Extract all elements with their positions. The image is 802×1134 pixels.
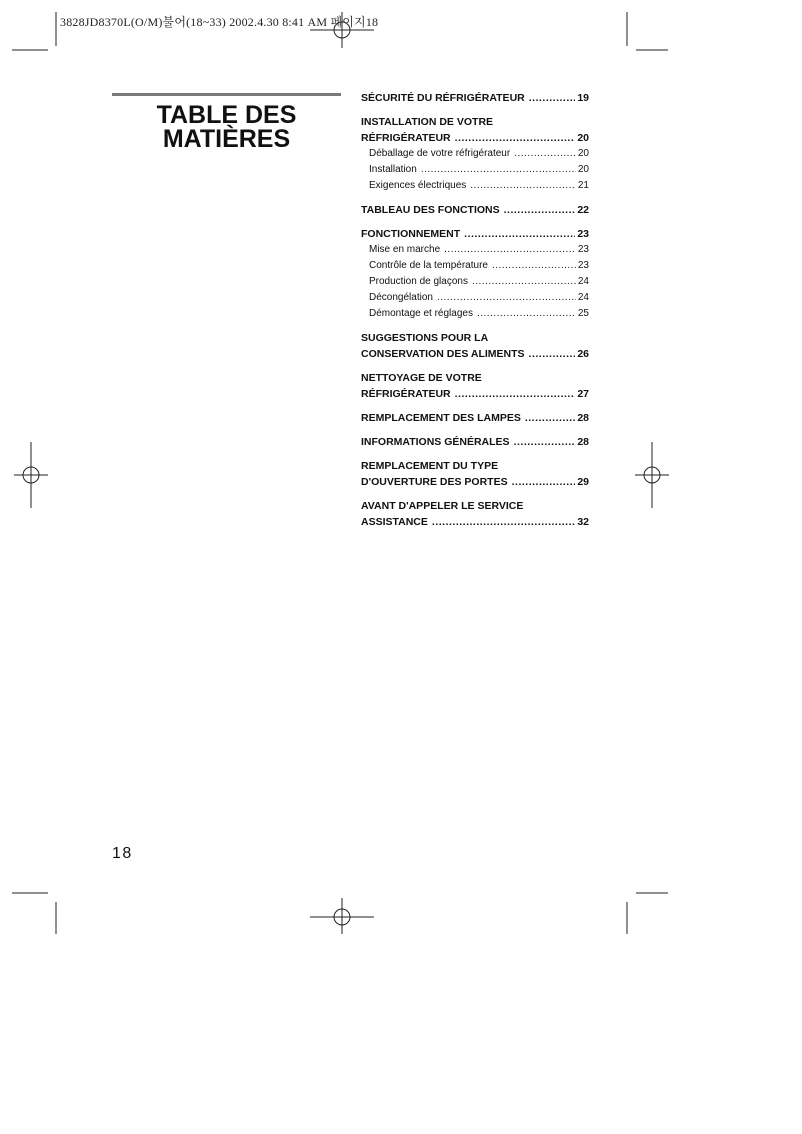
page-title: [112, 103, 341, 151]
toc-entry-line: [361, 474, 589, 490]
toc-entry-title: INFORMATIONS GÉNÉRALES: [361, 436, 510, 448]
toc-entry: [361, 434, 589, 450]
toc-entry-title: RÉFRIGÉRATEUR: [361, 132, 451, 144]
toc-page-number: 23: [577, 260, 589, 271]
toc-subsection: [361, 146, 589, 162]
toc-subsection: [361, 290, 589, 306]
dot-leader: [432, 514, 575, 530]
toc-entry-title: D'OUVERTURE DES PORTES: [361, 476, 508, 488]
toc-entry-title: FONCTIONNEMENT: [361, 228, 461, 240]
toc-entry-line: [361, 410, 589, 426]
toc-entry-line: [361, 514, 589, 530]
toc-subsection-title: Production de glaçons: [369, 276, 468, 287]
toc-subsection-title: Démontage et réglages: [369, 308, 473, 319]
toc-entry-title: REMPLACEMENT DES LAMPES: [361, 412, 521, 424]
toc-entry-line: [361, 370, 589, 386]
toc-entry: [361, 90, 589, 106]
toc-entry-title: INSTALLATION DE VOTRE: [361, 116, 494, 128]
toc-page-number: 24: [577, 292, 589, 303]
toc-entry-line: [361, 90, 589, 106]
dot-leader: [529, 346, 576, 362]
print-slug: 3828JD8370L(O/M)불어(18~33) 2002.4.30 8:41 AM 페이지18: [60, 15, 379, 29]
toc-entry-title: TABLEAU DES FONCTIONS: [361, 204, 500, 216]
toc-entry-title: ASSISTANCE: [361, 516, 428, 528]
toc-entry-line: [361, 226, 589, 242]
toc-entry-title: NETTOYAGE DE VOTRE: [361, 372, 482, 384]
toc-entry: [361, 458, 589, 490]
dot-leader: [514, 434, 576, 450]
toc-page-number: 29: [577, 476, 589, 488]
toc-entry-line: [361, 498, 589, 514]
dot-leader: [512, 474, 576, 490]
page-title-line-2: MATIÈRES: [162, 125, 291, 153]
dot-leader: [525, 410, 575, 426]
toc-entry-line: [361, 130, 589, 146]
toc-page-number: 20: [577, 132, 589, 144]
toc-subsection-title: Mise en marche: [369, 244, 441, 255]
toc-entry-title: CONSERVATION DES ALIMENTS: [361, 348, 525, 360]
toc-page-number: 28: [577, 436, 589, 448]
toc-entry-line: [361, 458, 589, 474]
toc-entry: [361, 330, 589, 362]
toc-entry: [361, 410, 589, 426]
toc-entry-line: [361, 346, 589, 362]
toc-page-number: 23: [577, 228, 589, 240]
toc-subsection-title: Contrôle de la température: [369, 260, 488, 271]
toc-page-number: 21: [577, 180, 589, 191]
dot-leader: [514, 146, 576, 162]
toc-page-number: 23: [577, 244, 589, 255]
toc-subsection-list: [361, 242, 589, 322]
dot-leader: [464, 226, 575, 242]
toc-entry-title: RÉFRIGÉRATEUR: [361, 388, 451, 400]
toc-subsection: [361, 258, 589, 274]
dot-leader: [529, 90, 576, 106]
toc-subsection-title: Exigences électriques: [369, 180, 467, 191]
toc-subsection-title: Installation: [369, 164, 417, 175]
toc-subsection: [361, 178, 589, 194]
dot-leader: [455, 130, 576, 146]
toc-entry: [361, 114, 589, 194]
dot-leader: [472, 274, 576, 290]
dot-leader: [444, 242, 576, 258]
toc-entry-title: SÉCURITÉ DU RÉFRIGÉRATEUR: [361, 92, 525, 104]
title-rule: [112, 93, 341, 96]
toc-subsection-list: [361, 146, 589, 194]
toc-entry: [361, 202, 589, 218]
dot-leader: [470, 178, 576, 194]
dot-leader: [437, 290, 576, 306]
toc-page-number: 22: [577, 204, 589, 216]
toc-page-number: 24: [577, 276, 589, 287]
toc-entry-line: [361, 114, 589, 130]
toc-subsection-title: Décongélation: [369, 292, 433, 303]
toc-page-number: 25: [577, 308, 589, 319]
toc-entry-line: [361, 330, 589, 346]
toc-entry-title: AVANT D'APPELER LE SERVICE: [361, 500, 524, 512]
page-title-line-1: TABLE DES: [156, 101, 297, 129]
toc-page-number: 27: [577, 388, 589, 400]
toc-page-number: 20: [577, 148, 589, 159]
toc-page-number: 19: [577, 92, 589, 104]
page-number: 18: [112, 845, 133, 862]
toc-page-number: 28: [577, 412, 589, 424]
dot-leader: [492, 258, 576, 274]
dot-leader: [477, 306, 576, 322]
toc-entry: [361, 498, 589, 530]
toc-entry: [361, 226, 589, 322]
toc-entry-line: [361, 202, 589, 218]
toc-page-number: 20: [577, 164, 589, 175]
dot-leader: [455, 386, 576, 402]
toc-entry-title: REMPLACEMENT DU TYPE: [361, 460, 499, 472]
toc-subsection: [361, 306, 589, 322]
toc-entry-line: [361, 434, 589, 450]
toc-subsection: [361, 242, 589, 258]
toc-subsection-title: Déballage de votre réfrigérateur: [369, 148, 511, 159]
dot-leader: [421, 162, 576, 178]
dot-leader: [504, 202, 576, 218]
toc-page-number: 26: [577, 348, 589, 360]
toc-page-number: 32: [577, 516, 589, 528]
toc-entry-title: SUGGESTIONS POUR LA: [361, 332, 489, 344]
toc-subsection: [361, 274, 589, 290]
toc-entry-line: [361, 386, 589, 402]
toc-subsection: [361, 162, 589, 178]
table-of-contents: [361, 90, 589, 530]
toc-entry: [361, 370, 589, 402]
